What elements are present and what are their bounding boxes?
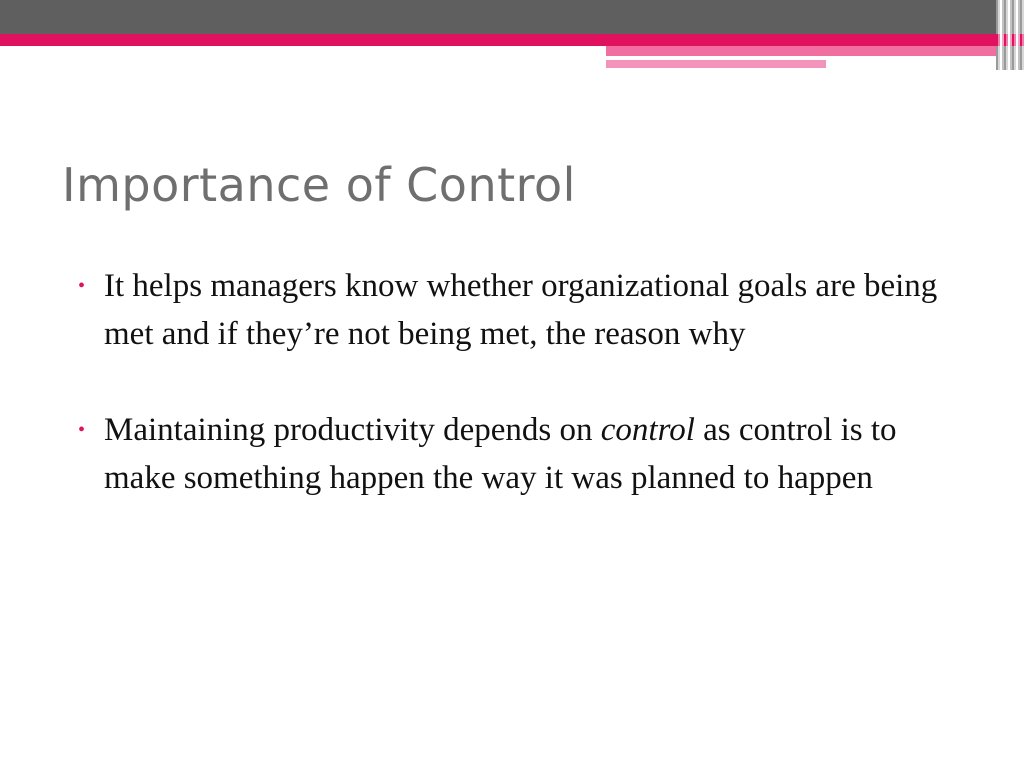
bullet-item bbox=[72, 406, 952, 502]
header-accent-stripe-lower bbox=[606, 60, 826, 68]
bullet-item bbox=[72, 262, 952, 358]
bullet-text bbox=[104, 412, 897, 496]
header-accent-stripe bbox=[606, 46, 1024, 56]
bullet-text-start: Maintaining productivity depends on bbox=[104, 412, 601, 448]
bullet-text-end: as control is to make something happen the way it was planned to happen bbox=[104, 412, 897, 496]
header-accent-line bbox=[612, 56, 948, 58]
bullet-icon: • bbox=[78, 275, 86, 297]
bullet-text: It helps managers know whether organizational goals are being met and if they’re not being met, the reason why bbox=[104, 268, 938, 352]
bullet-icon: • bbox=[78, 419, 86, 441]
header-corner-stripes-pink bbox=[996, 34, 1024, 46]
bullet-list bbox=[72, 262, 952, 550]
bullet-emphasis: control bbox=[600, 412, 695, 448]
slide-title: Importance of Control bbox=[62, 158, 576, 212]
header-accent-band bbox=[0, 34, 1024, 46]
header-bar bbox=[0, 0, 1024, 34]
